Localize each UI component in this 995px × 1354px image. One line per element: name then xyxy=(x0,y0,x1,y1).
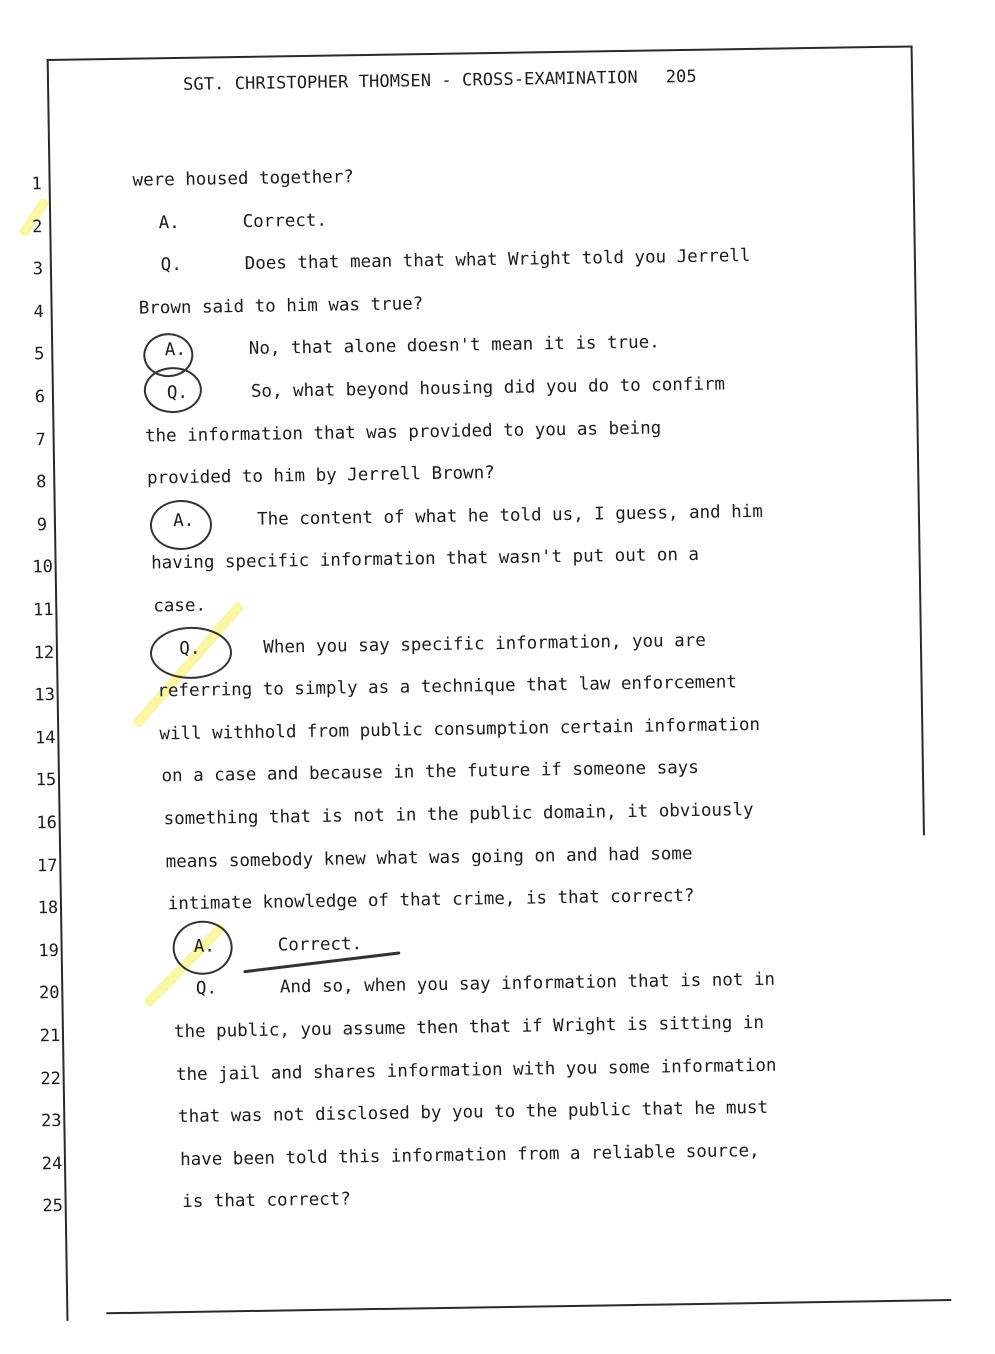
border-bottom xyxy=(106,1299,951,1314)
line-number: 18 xyxy=(37,898,59,919)
speaker-label: A. xyxy=(193,936,216,957)
line-number: 2 xyxy=(32,216,43,237)
speaker-label: A. xyxy=(172,510,195,531)
line-number: 1 xyxy=(31,174,42,195)
line-number: 6 xyxy=(34,387,46,408)
transcript-line xyxy=(153,596,206,617)
line-text: case. xyxy=(153,595,207,617)
line-text: referring to simply as a technique that law enforcement xyxy=(157,672,737,702)
transcript-line xyxy=(182,1190,351,1213)
line-text: something that is not in the public domain, it obviously xyxy=(163,800,754,830)
speaker-label: A. xyxy=(158,212,180,233)
pen-circle-annotation xyxy=(150,500,213,551)
line-number: 24 xyxy=(41,1153,63,1175)
line-number: 9 xyxy=(36,514,48,536)
line-number: 25 xyxy=(42,1196,64,1217)
transcript-line xyxy=(159,715,760,744)
transcript-line xyxy=(176,1055,777,1084)
line-text: were housed together? xyxy=(132,167,354,191)
line-text: the public, you assume then that if Wright is sitting in xyxy=(173,1012,765,1043)
line-text: Correct. xyxy=(242,210,328,232)
line-text: the information that was provided to you as being xyxy=(144,418,662,447)
line-number: 17 xyxy=(36,855,58,876)
transcript-line xyxy=(174,1013,764,1042)
line-number: 16 xyxy=(36,812,58,834)
line-number: 15 xyxy=(35,770,57,791)
transcript-line xyxy=(158,210,327,233)
line-text: have been told this information from a reliable source, xyxy=(179,1140,760,1170)
border-top xyxy=(47,45,913,60)
line-text: Does that mean that what Wright told you Jerrell xyxy=(244,246,751,275)
transcript-line xyxy=(165,333,660,361)
transcript-line xyxy=(157,672,737,701)
line-text: having specific information that wasn't put out on a xyxy=(151,545,700,574)
pen-circle-annotation xyxy=(144,367,203,414)
line-text: intimate knowledge of that crime, is that correct? xyxy=(167,886,695,915)
transcript-line xyxy=(161,758,699,786)
transcript-line xyxy=(151,545,699,574)
line-number: 21 xyxy=(39,1025,61,1047)
line-number: 7 xyxy=(35,429,46,450)
speaker-label: Q. xyxy=(166,382,189,404)
speaker-label: Q. xyxy=(179,638,201,659)
line-text: will withhold from public consumption certain information xyxy=(159,714,761,745)
line-text: on a case and because in the future if someone says xyxy=(161,758,699,787)
line-number: 8 xyxy=(36,472,47,493)
transcript-line xyxy=(173,502,763,531)
transcript-line xyxy=(147,463,495,488)
transcript-line xyxy=(178,1098,768,1127)
line-text: the jail and shares information with you some information xyxy=(175,1055,777,1085)
line-number: 22 xyxy=(40,1068,62,1089)
transcript-line xyxy=(180,1141,760,1170)
transcript-line xyxy=(167,374,725,403)
page-header xyxy=(183,65,793,95)
transcript-line xyxy=(163,800,753,829)
transcript-line xyxy=(179,630,706,658)
border-right xyxy=(911,45,925,835)
line-text: Correct. xyxy=(277,934,363,956)
speaker-label: Q. xyxy=(160,255,182,276)
line-text: Brown said to him was true? xyxy=(138,293,424,319)
pen-circle-annotation xyxy=(150,626,233,679)
line-number: 11 xyxy=(32,600,54,621)
transcript-line xyxy=(196,970,775,999)
line-text: And so, when you say information that is not in xyxy=(279,970,776,998)
line-number: 23 xyxy=(40,1111,62,1132)
line-text: means somebody knew what was going on and had some xyxy=(165,843,693,872)
line-number: 20 xyxy=(38,983,60,1004)
transcript-line xyxy=(132,167,354,190)
line-number: 13 xyxy=(34,685,56,706)
transcript-line xyxy=(161,246,751,275)
line-number: 4 xyxy=(33,301,44,323)
transcript-line xyxy=(166,844,693,872)
line-number: 10 xyxy=(32,557,54,578)
transcript-line xyxy=(168,886,695,914)
speaker-label: A. xyxy=(164,340,187,361)
line-text: The content of what he told us, I guess, and him xyxy=(256,501,763,530)
line-number: 14 xyxy=(34,727,56,749)
pen-circle-annotation xyxy=(172,920,233,975)
line-text: So, what beyond housing did you do to confirm xyxy=(250,374,726,402)
page-number: 205 xyxy=(665,66,697,88)
line-number: 3 xyxy=(32,259,44,280)
line-text: provided to him by Jerrell Brown? xyxy=(146,463,495,489)
line-number: 19 xyxy=(38,940,60,962)
line-text: When you say specific information, you are xyxy=(263,630,706,658)
line-text: is that correct? xyxy=(182,1189,351,1213)
speaker-label: Q. xyxy=(195,978,218,1000)
transcript-line xyxy=(145,418,662,446)
transcript-line xyxy=(139,294,424,318)
line-text: that was not disclosed by you to the public that he must xyxy=(177,1098,769,1128)
line-text: No, that alone doesn't mean it is true. xyxy=(248,332,660,360)
header-title: SGT. CHRISTOPHER THOMSEN - CROSS-EXAMINATION xyxy=(182,67,638,95)
line-number: 5 xyxy=(34,344,45,365)
line-number: 12 xyxy=(33,642,55,663)
